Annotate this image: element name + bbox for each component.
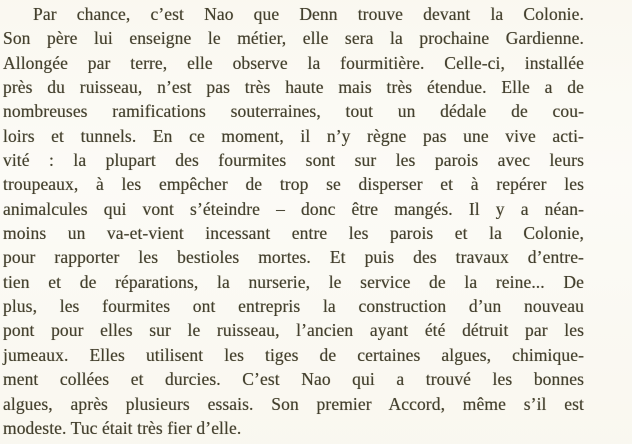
text-line: algues, après plusieurs essais. Son premier Accord, même s’il est bbox=[3, 393, 584, 414]
text-line: près du ruisseau, n’est pas très haute mais très étendue. Elle a de bbox=[3, 77, 584, 98]
text-line: loirs et tunnels. En ce moment, il n’y règne pas une vive acti- bbox=[3, 125, 584, 146]
text-line: vité : la plupart des fourmites sont sur les parois avec leurs bbox=[3, 150, 584, 171]
text-line: troupeaux, à les empêcher de trop se disperser et à repérer les bbox=[3, 174, 584, 195]
text-line: pour rapporter les bestioles mortes. Et puis des travaux d’entre- bbox=[3, 247, 584, 268]
text-line: plus, les fourmites ont entrepris la construction d’un nouveau bbox=[3, 296, 584, 317]
paragraph bbox=[3, 2, 584, 440]
text-line: Son père lui enseigne le métier, elle sera la prochaine Gardienne. bbox=[3, 28, 584, 49]
text-line: Allongée par terre, elle observe la fourmitière. Celle-ci, installée bbox=[3, 52, 584, 73]
text-line: modeste. Tuc était très fier d’elle. bbox=[3, 417, 242, 438]
text-line: Par chance, c’est Nao que Denn trouve devant la Colonie. bbox=[33, 4, 584, 24]
text-line: tien et de réparations, la nurserie, le service de la reine... De bbox=[3, 271, 584, 292]
text-line: nombreuses ramifications souterraines, tout un dédale de cou- bbox=[3, 101, 584, 122]
text-line: pont pour elles sur le ruisseau, l’ancien ayant été détruit par les bbox=[3, 320, 584, 341]
text-line: animalcules qui vont s’éteindre – donc être mangés. Il y a néan- bbox=[3, 198, 584, 219]
book-page bbox=[3, 2, 584, 440]
text-line: jumeaux. Elles utilisent les tiges de certaines algues, chimique- bbox=[3, 344, 584, 365]
text-line: ment collées et durcies. C’est Nao qui a trouvé les bonnes bbox=[3, 369, 584, 390]
text-line: moins un va-et-vient incessant entre les parois et la Colonie, bbox=[3, 223, 584, 244]
